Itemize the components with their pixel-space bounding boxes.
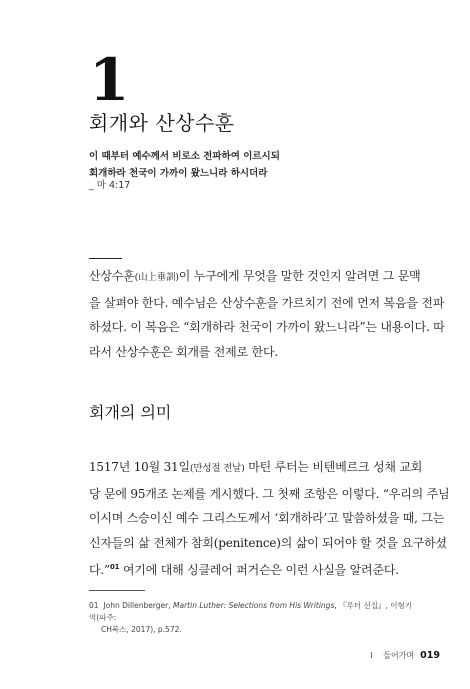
book-title: Martin Luther: Selections from His Writings	[173, 601, 335, 610]
footnote-number: 01	[89, 601, 99, 610]
date-note: (만성절 전날)	[189, 463, 245, 474]
section-divider	[89, 258, 122, 259]
paragraph-line	[89, 264, 419, 291]
text-run: 이 누구에게 무엇을 말한 것인지 알려면 그 문맥	[178, 269, 421, 283]
section-label: I	[370, 651, 373, 660]
epigraph-line: 이 때부터 예수께서 비로소 전파하여 이르시되	[89, 151, 280, 162]
epigraph-reference: _ 마 4:17	[89, 180, 131, 191]
footnote-line: CH북스, 2017), p.572.	[101, 625, 182, 634]
body-paragraph	[89, 455, 450, 583]
paragraph-line: 당 문에 95개조 논제를 게시했다. 그 첫째 조항은 이렇다. “우리의 주님	[89, 486, 450, 501]
page-number: 019	[420, 650, 440, 661]
footnote-line	[89, 600, 419, 624]
paragraph-line: 이시며 스승이신 예수 그리스도께서 ‘회개하라’고 말씀하셨을 때, 그는	[89, 511, 445, 525]
footnote	[89, 600, 419, 636]
footer-separator	[377, 651, 380, 660]
paragraph-line	[89, 455, 423, 482]
intro-paragraph	[89, 264, 445, 364]
text-run: 산상수훈	[89, 269, 135, 283]
footnote-divider	[89, 590, 145, 591]
text-run: 다.”	[89, 563, 110, 577]
footnote-marker[interactable]: 01	[109, 563, 120, 571]
text-run: 1517년 10월 31일	[89, 460, 190, 474]
paragraph-line: 을 살펴야 한다. 예수님은 산상수훈을 가르치기 전에 먼저 복음을 전파	[89, 295, 445, 310]
section-title: 들어가며	[383, 651, 415, 660]
section-heading: 회개의 의미	[89, 403, 172, 422]
page-footer	[370, 650, 440, 661]
text-run: 여기에 대해 싱클레어 퍼거슨은 이런 사실을 알려준다.	[119, 563, 399, 577]
text-run: 마틴 루터는 비텐베르크 성채 교회	[244, 460, 423, 474]
chapter-number: 1	[89, 46, 128, 114]
text-run: John Dillenberger,	[103, 601, 174, 610]
paragraph-line: 신자들의 삶 전체가 참회(penitence)의 삶이 되어야 할 것을 요구하셨	[89, 535, 447, 550]
paragraph-line: 하셨다. 이 복음은 “회개하라 천국이 가까이 왔느니라”는 내용이다. 따	[89, 320, 445, 334]
epigraph-quote	[89, 148, 280, 182]
chapter-title: 회개와 산상수훈	[89, 111, 235, 135]
paragraph-line: 라서 산상수훈은 회개를 전제로 한다.	[89, 344, 278, 359]
text-run: , 『루터 선집』, 이형기 역(파주:	[89, 601, 412, 622]
hanja-annotation: (山上垂訓)	[134, 272, 179, 283]
paragraph-line	[89, 555, 419, 583]
epigraph-line: 회개하라 천국이 가까이 왔느니라 하시더라	[89, 168, 268, 179]
